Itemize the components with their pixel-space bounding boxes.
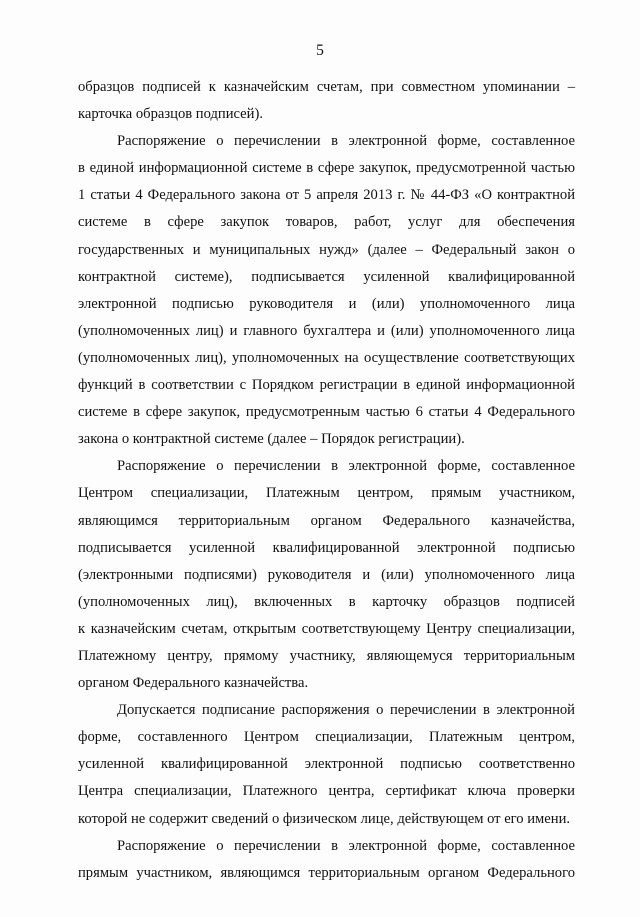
text-line: контрактной системе), подписывается усиленной квалифицированной	[78, 268, 575, 285]
text-line: электронной подписью руководителя и (или) уполномоченного лица	[78, 295, 575, 312]
text-line: которой не содержит сведений о физическом лице, действующем от его имени.	[78, 810, 571, 827]
text-line: Центром специализации, Платежным центром, прямым участником,	[78, 485, 575, 502]
paragraph-5	[78, 833, 575, 887]
text-line: (уполномоченных лиц), уполномоченных на осуществление соответствующих	[78, 349, 575, 366]
text-line: закона о контрактной системе (далее – Порядок регистрации).	[78, 431, 465, 448]
text-line: (уполномоченных лиц), включенных в карточку образцов подписей	[78, 593, 575, 610]
text-line: Платежному центру, прямому участнику, являющемуся территориальным	[78, 647, 575, 664]
text-line: органом Федерального казначейства.	[78, 675, 309, 692]
text-line: форме, составленного Центром специализации, Платежным центром,	[78, 729, 575, 746]
text-line: функций в соответствии с Порядком регистрации в единой информационной	[78, 377, 575, 394]
text-line: усиленной квалифицированной электронной подписью соответственно	[78, 756, 575, 773]
text-line: Распоряжение о перечислении в электронной форме, составленное	[117, 837, 575, 854]
text-line: карточка образцов подписей).	[78, 106, 263, 123]
text-line: к казначейским счетам, открытым соответствующему Центру специализации,	[78, 620, 575, 637]
text-line: государственных и муниципальных нужд» (далее – Федеральный закон о	[78, 241, 575, 258]
paragraph-2	[78, 128, 575, 453]
paragraph-3	[78, 453, 575, 697]
text-line: Центра специализации, Платежного центра, сертификат ключа проверки	[78, 783, 575, 800]
text-line: системе в сфере закупок товаров, работ, услуг для обеспечения	[78, 214, 575, 231]
text-line: (электронными подписями) руководителя и (или) уполномоченного лица	[78, 566, 575, 583]
text-line: Допускается подписание распоряжения о перечислении в электронной	[117, 702, 575, 719]
text-line: Распоряжение о перечислении в электронной форме, составленное	[117, 458, 575, 475]
text-line: являющимся территориальным органом Федерального казначейства,	[78, 512, 575, 529]
text-line: прямым участником, являющимся территориальным органом Федерального	[78, 864, 575, 881]
document-body	[78, 74, 575, 887]
text-line: Распоряжение о перечислении в электронной форме, составленное	[117, 133, 575, 150]
page-number: 5	[316, 42, 324, 59]
text-line: подписывается усиленной квалифицированной электронной подписью	[78, 539, 575, 556]
text-line: в единой информационной системе в сфере закупок, предусмотренной частью	[78, 160, 575, 177]
text-line: образцов подписей к казначейским счетам, при совместном упоминании –	[78, 79, 575, 95]
paragraph-4	[78, 697, 575, 832]
paragraph-1	[78, 74, 575, 128]
text-line: 1 статьи 4 Федерального закона от 5 апреля 2013 г. № 44-ФЗ «О контрактной	[78, 187, 575, 204]
text-line: (уполномоченных лиц) и главного бухгалтера и (или) уполномоченного лица	[78, 322, 575, 339]
text-line: системе в сфере закупок, предусмотренным частью 6 статьи 4 Федерального	[78, 404, 575, 421]
